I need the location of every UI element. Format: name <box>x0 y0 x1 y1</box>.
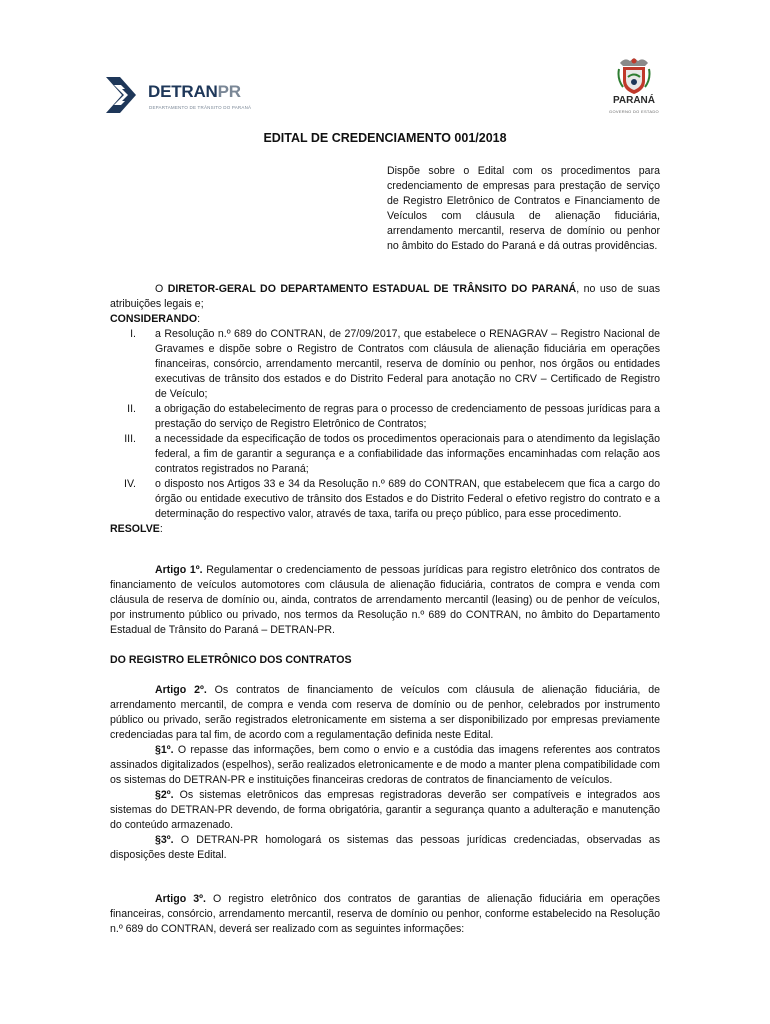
paragraph-1: §1º. O repasse das informações, bem como o envio e a custódia das imagens referentes aos contratos assinados digitalizados (espelhos), serão realizados eletronicamente e de modo a manter plena compatibilidade com os sistemas do DETRAN-PR e instituições financeiras credoras de contratos de financiamento de veículos. <box>110 744 660 786</box>
paragraph-3: §3º. O DETRAN-PR homologará os sistemas das pessoas jurídicas credenciadas, observadas as disposições deste Edital. <box>110 834 660 861</box>
list-item: IV. o disposto nos Artigos 33 e 34 da Resolução n.º 689 do CONTRAN, que estabelecem que fica a cargo do órgão ou entidade executivo de trânsito dos Estados e do Distrito Federal o efetivo registro do contrato e a determinação do respectivo valor, através de taxa, tarifa ou preço público, para esse procedimento. <box>124 478 660 520</box>
brand-name: DETRANPR <box>148 82 241 101</box>
considerando-list: I. a Resolução n.º 689 do CONTRAN, de 27/09/2017, que estabelece o RENAGRAV – Registro Nacional de Gravames e dispõe sobre o Registro de Contratos com cláusula de alienação fiduciária em operações financeiras, consórcio, arrendamento mercantil, reserva de domínio ou penhor, nos órgãos ou entidades executivas de trânsito dos estados e do Distrito Federal para anotação no CRV – Certificado de Registro de Veículo; II. a obrigação do estabelecimento de regras para o processo de credenciamento de pessoas jurídicas para a prestação do serviço de Registro Eletrônico de Contratos; III. a necessidade da especificação de todos os procedimentos operacionais para o atendimento da legislação federal, a fim de garantir a segurança e a confiabilidade das informações encaminhadas com relação aos contratos registrados no Paraná; IV. o disposto nos Artigos 33 e 34 da Resolução n.º 689 do CONTRAN, que estabelecem que fica a cargo do órgão ou entidade executivo de trânsito dos Estados e do Distrito Federal o efetivo registro do contrato e a determinação do respectivo valor, através de taxa, tarifa ou preço público, para esse procedimento. RESOLVE: <box>110 328 660 535</box>
brand-subtitle: DEPARTAMENTO DE TRÂNSITO DO PARANÁ <box>149 105 252 110</box>
paragraph-2: §2º. Os sistemas eletrônicos das empresas registradoras deverão ser compatíveis e integrados aos sistemas do DETRAN-PR devendo, de forma obrigatória, garantir a segurança quanto a adulteração e manutenção do conteúdo armazenado. <box>110 789 660 831</box>
artigo-2: Artigo 2º. Os contratos de financiamento de veículos com cláusula de alienação fiduciária, de arrendamento mercantil, de compra e venda com reserva de domínio ou de penhor, celebrados por instrumento público ou privado, serão registrados eletronicamente em sistema a ser disponibilizado por empresas previamente credenciadas para tal fim, de acordo com a regulamentação definida neste Edital. <box>110 684 660 741</box>
artigo-2-block <box>110 683 660 863</box>
considerando-label: CONSIDERANDO <box>110 313 198 325</box>
detran-arrow-icon <box>106 75 144 115</box>
parana-coat-of-arms-icon <box>617 55 651 95</box>
section-heading: DO REGISTRO ELETRÔNICO DOS CONTRATOS <box>110 654 352 666</box>
document-title: EDITAL DE CREDENCIAMENTO 001/2018 <box>263 131 507 145</box>
state-name: PARANÁ <box>612 95 656 106</box>
resolve-label: RESOLVE <box>110 523 160 535</box>
artigo-3: Artigo 3º. O registro eletrônico dos contratos de garantias de alienação fiduciária em operações financeiras, consórcio, arrendamento mercantil, reserva de domínio ou penhor, conforme estabelecido na Resolução n.º 689 do CONTRAN, deverá ser realizado com as seguintes informações: <box>110 893 660 935</box>
summary-paragraph: Dispõe sobre o Edital com os procedimentos para credenciamento de empresas para prestação de serviço de Registro Eletrônico de Contratos e Financiamento de Veículos com cláusula de alienação fiduciária, arrendamento mercantil, reserva de domínio ou penhor no âmbito do Estado do Paraná e dá outras providências. <box>387 165 660 252</box>
detran-pr-logo <box>106 75 266 115</box>
intro-paragraph: O DIRETOR-GERAL DO DEPARTAMENTO ESTADUAL DE TRÂNSITO DO PARANÁ, no uso de suas atribuições legais e; CONSIDERANDO: <box>110 283 660 325</box>
director-title: DIRETOR-GERAL DO DEPARTAMENTO ESTADUAL DE TRÂNSITO DO PARANÁ <box>167 283 577 295</box>
list-item: II. a obrigação do estabelecimento de regras para o processo de credenciamento de pessoas jurídicas para a prestação do serviço de Registro Eletrônico de Contratos; <box>127 403 660 430</box>
list-item: I. a Resolução n.º 689 do CONTRAN, de 27/09/2017, que estabelece o RENAGRAV – Registro Nacional de Gravames e dispõe sobre o Registro de Contratos com cláusula de alienação fiduciária em operações financeiras, consórcio, arrendamento mercantil, reserva de domínio ou penhor, nos órgãos ou entidades executivas de trânsito dos estados e do Distrito Federal para anotação no CRV – Certificado de Registro de Veículo; <box>130 328 660 400</box>
parana-logo <box>604 55 664 117</box>
artigo-1: Artigo 1º. Regulamentar o credenciamento de pessoas jurídicas para registro eletrônico dos contratos de financiamento de veículos automotores com cláusula de alienação fiduciária, contratos de compra e venda com cláusula de reserva de domínio ou, ainda, contratos de arrendamento mercantil (leasing) ou de penhor de veículos, por instrumento público ou privado, nos termos da Resolução n.º 689 do CONTRAN, no âmbito do Departamento Estadual de Trânsito do Paraná – DETRAN-PR. <box>110 564 660 636</box>
state-subtitle: GOVERNO DO ESTADO <box>609 109 659 114</box>
list-item: III. a necessidade da especificação de todos os procedimentos operacionais para o atendimento da legislação federal, a fim de garantir a segurança e a confiabilidade das informações encaminhadas com relação aos contratos registrados no Paraná; <box>124 433 660 475</box>
